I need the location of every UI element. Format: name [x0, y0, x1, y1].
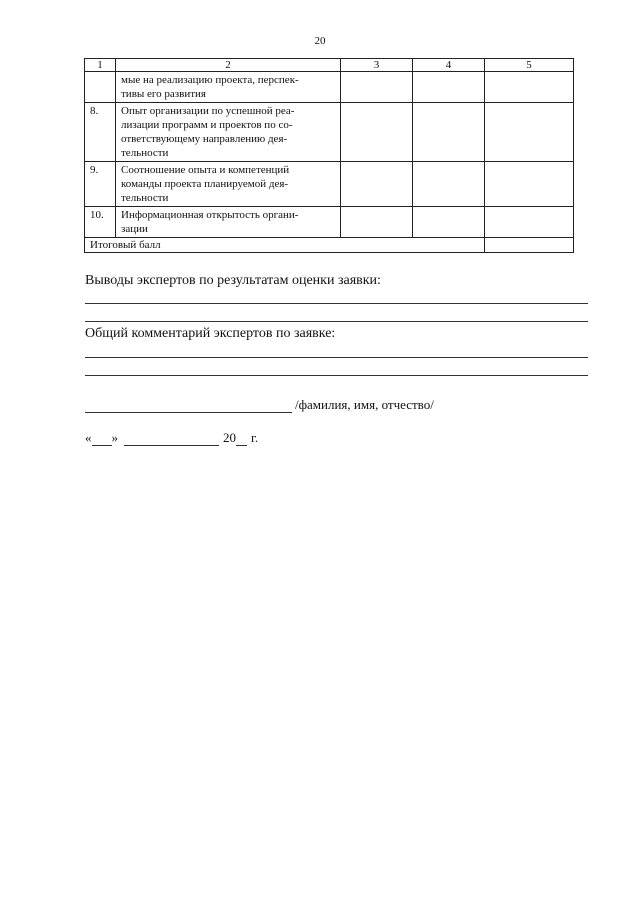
table-row	[85, 162, 574, 207]
criterion-line: тивы его развития	[121, 88, 206, 100]
score-cell[interactable]	[485, 72, 574, 103]
row-number: 8.	[85, 103, 116, 162]
signature-blank[interactable]	[85, 398, 292, 413]
score-cell[interactable]	[413, 72, 485, 103]
comment-line[interactable]	[85, 375, 588, 376]
table-row	[85, 103, 574, 162]
year-blank[interactable]	[236, 432, 247, 446]
conclusions-title: Выводы экспертов по результатам оценки заявки:	[85, 273, 381, 288]
criterion-line: Информационная открытость органи-	[121, 209, 299, 221]
score-cell[interactable]	[341, 207, 413, 238]
month-blank[interactable]	[124, 432, 219, 446]
date-open-quote: «	[85, 430, 92, 445]
score-cell[interactable]	[341, 72, 413, 103]
score-cell[interactable]	[413, 103, 485, 162]
criterion-cell	[116, 72, 341, 103]
table-header-row	[85, 59, 574, 72]
criterion-line: тельности	[121, 192, 169, 204]
column-header: 1	[85, 59, 116, 72]
conclusions-line[interactable]	[85, 303, 588, 304]
comment-line[interactable]	[85, 357, 588, 358]
criterion-line: зации	[121, 223, 148, 235]
total-label: Итоговый балл	[85, 238, 485, 253]
row-number: 9.	[85, 162, 116, 207]
column-header: 4	[413, 59, 485, 72]
score-cell[interactable]	[485, 103, 574, 162]
score-cell[interactable]	[341, 162, 413, 207]
total-score-cell[interactable]	[485, 238, 574, 253]
conclusions-section	[85, 272, 588, 290]
criterion-line: Опыт организации по успешной реа-	[121, 105, 295, 117]
table-row	[85, 72, 574, 103]
evaluation-table	[84, 58, 574, 253]
date-close-quote: »	[111, 430, 118, 445]
table-row	[85, 207, 574, 238]
column-header: 3	[341, 59, 413, 72]
comment-section	[85, 325, 588, 343]
criterion-cell	[116, 162, 341, 207]
criterion-cell	[116, 207, 341, 238]
criterion-line: команды проекта планируемой дея-	[121, 178, 289, 190]
criterion-line: ответствующему направлению дея-	[121, 133, 288, 145]
signature-row	[85, 397, 434, 413]
criterion-line: мые на реализацию проекта, перспек-	[121, 74, 299, 86]
day-blank[interactable]	[92, 432, 112, 446]
conclusions-line[interactable]	[85, 321, 588, 322]
score-cell[interactable]	[413, 207, 485, 238]
total-row	[85, 238, 574, 253]
score-cell[interactable]	[485, 162, 574, 207]
criterion-line: лизации программ и проектов по со-	[121, 119, 293, 131]
year-suffix: г.	[251, 430, 259, 445]
page-number: 20	[314, 35, 326, 47]
criterion-line: Соотношение опыта и компетенций	[121, 164, 290, 176]
score-cell[interactable]	[341, 103, 413, 162]
year-prefix: 20	[223, 430, 236, 445]
column-header: 2	[116, 59, 341, 72]
criterion-cell	[116, 103, 341, 162]
criterion-line: тельности	[121, 147, 169, 159]
date-row	[85, 430, 258, 446]
signature-label: /фамилия, имя, отчество/	[295, 397, 434, 412]
score-cell[interactable]	[485, 207, 574, 238]
row-number	[85, 72, 116, 103]
column-header: 5	[485, 59, 574, 72]
row-number: 10.	[85, 207, 116, 238]
score-cell[interactable]	[413, 162, 485, 207]
comment-title: Общий комментарий экспертов по заявке:	[85, 326, 336, 341]
